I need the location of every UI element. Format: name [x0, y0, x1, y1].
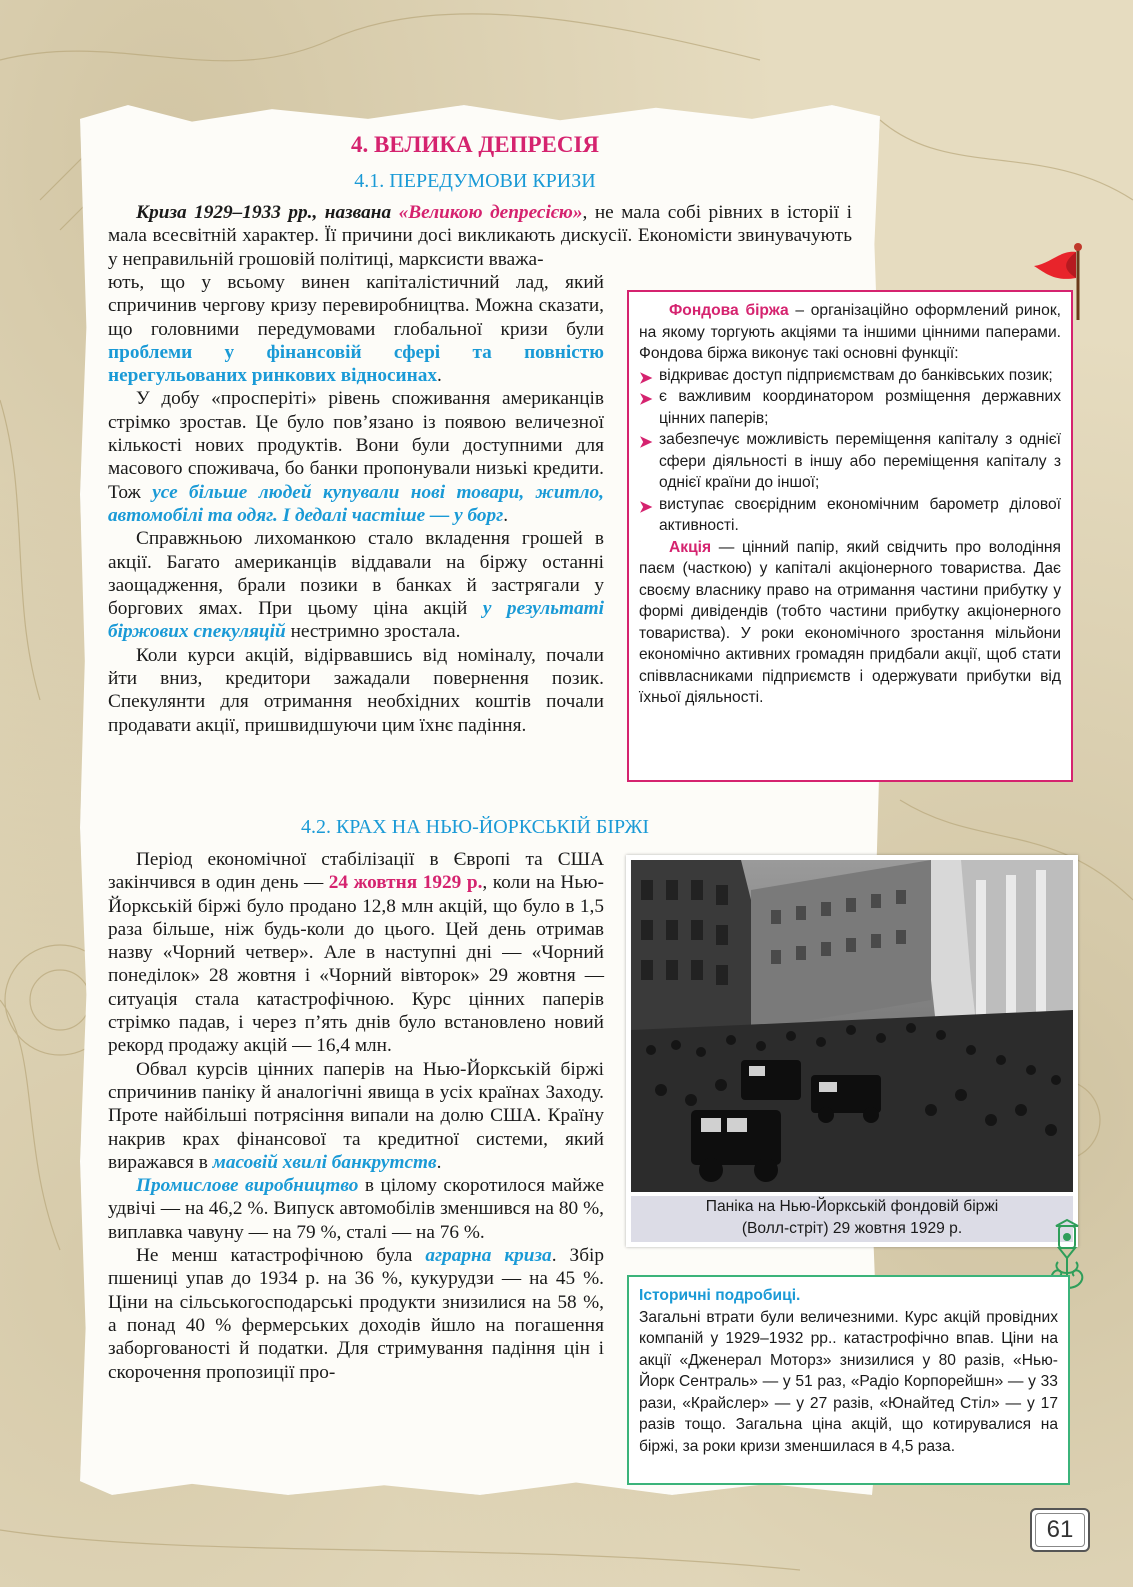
p2-highlight: усе більше людей купували нові товари, житло, автомобілі та одяг. І дедалі частіше — у борг — [108, 481, 604, 526]
list-item — [639, 429, 1061, 494]
stock-exchange-term: Фондова біржа — [669, 302, 789, 319]
p1b-end: . — [437, 365, 442, 387]
caption-line-2: (Волл-стріт) 29 жовтня 1929 р. — [741, 1220, 963, 1237]
list-item — [639, 386, 1061, 429]
s2p4-end: . Збір пшениці упав до 1934 р. на 36 %, кукурудзи — на 45 %. Ціни на сільськогосподарські продукти знизилися на 58 %, а понад 40 % фермерських доходів йшло на погашення заборгованості й податки. Для стримування падіння цін і скорочення пропозиції про- — [108, 1245, 604, 1383]
s2p1-date: 24 жовтня 1929 р. — [328, 872, 483, 894]
photo-caption — [631, 1196, 1073, 1242]
p4-text: Коли курси акцій, відірвавшись від номіналу, почали йти вниз, кредитори зажадали повернення позик. Спекулянти для отримання необхідних коштів почали продавати акції, пришвидшуючи цим їхнє падіння. — [108, 644, 604, 736]
p1b-text: ють, що у всьому винен капіталістичний лад, який спричинив чергову кризу перевиробництва. Можна сказати, що головними передумовами глобальної кризи були — [108, 272, 604, 340]
s2p1-text: Період економічної стабілізації в Європі та США закінчився в один день — — [108, 849, 604, 894]
chevron-right-icon: ➤ — [639, 391, 653, 408]
p2-end: . — [503, 504, 509, 526]
s2p3-text: в цілому скоротилося майже удвічі — на 46,2 %. Випуск автомобілів зменшився на 80 %, виплавка чавуну — на 79 %, сталі — на 76 %. — [108, 1175, 605, 1243]
functions-list — [639, 365, 1061, 537]
chapter-title: 4. ВЕЛИКА ДЕПРЕСІЯ — [350, 132, 600, 157]
historical-details-title: Історичні подробиці. — [639, 1287, 801, 1304]
s2p4-text: Не менш катастрофічною була — [136, 1245, 426, 1267]
p3-text: Справжньою лихоманкою стало вкладення грошей в акції. Багато американців віддавали на біржу останні заощадження, брали позики в банках й застрягали у боргових ямах. При цьому ціна акцій — [108, 528, 604, 620]
section1-column — [108, 271, 604, 737]
list-item — [639, 494, 1061, 537]
s2p3-highlight: Промислове виробництво — [136, 1175, 359, 1197]
photo-illustration — [631, 860, 1073, 1192]
p3-end: нестримно зростала. — [285, 621, 461, 643]
s2p2-text: Обвал курсів цінних паперів на Нью-Йоркській біржі спричинив паніку й аналогічні явища в усіх країнах Заходу. Проте найбільші потрясіння випали на долю США. Країну накрив крах фінансової та кредитної системи, який виражався в — [108, 1058, 604, 1173]
share-definition: — цінний папір, який свідчить про володіння паєм (часткою) у капіталі акціонерного товариства. Дає своєму власнику право на отримання частини прибутку у формі дивідендів (тобто частини прибутку акціонерного товариства). У роки економічного зростання мільйони економічно активних громадян придбали акції, щоб стати співвласниками підприємств і одержувати прибутки від їхньої діяльності. — [639, 538, 1061, 706]
list-item — [639, 365, 1061, 387]
crisis-lead: Криза 1929–1933 рр., названа — [136, 202, 399, 223]
great-depression-term: «Великою депресією» — [398, 202, 583, 223]
section1-intro — [108, 201, 852, 271]
chevron-right-icon: ➤ — [639, 498, 653, 516]
section-heading-1: 4.1. ПЕРЕДУМОВИ КРИЗИ — [354, 170, 596, 192]
chevron-right-icon: ➤ — [639, 369, 653, 387]
page-number: 61 — [1030, 1508, 1090, 1552]
p2-text: У добу «просперіті» рівень споживання американців стрімко зростав. Це було пов’язано із появою величезної кількості нових продуктів. Вони були доступними для масового споживача, бо банки пропонували низькі кредити. Тож — [108, 388, 604, 503]
p3-highlight: у результаті біржових спекуляцій — [108, 598, 605, 643]
list-item-text: виступає своєрідним економічним барометр ділової активності. — [659, 495, 1061, 534]
stock-exchange-definition: – організаційно оформлений ринок, на якому торгують акціями та іншими цінними паперами. Фондова біржа виконує такі основні функції: — [639, 302, 1061, 362]
s2p2-end: . — [436, 1151, 442, 1173]
historical-details-text: Загальні втрати були величезними. Курс акцій провідних компаній у 1929–1932 рр.. катастрофічно впав. Ціни на акції «Дженерал Моторз» знизилися у 80 разів, «Нью-Йорк Сентраль» — у 51 раз, «Радіо Корпорейшн» — у 33 рази, «Крайслер» — у 27 разів, «Юнайтед Стіл» — у 17 разів тощо. Загальна ціна акцій, що котирувалися на біржі, за роки кризи зменшилася в 4,5 раза. — [639, 1308, 1058, 1455]
share-term: Акція — [669, 538, 712, 556]
list-item-text: відкриває доступ підприємствам до банківських позик; — [659, 366, 1053, 384]
s2p4-highlight: аграрна криза — [425, 1245, 552, 1267]
chevron-right-icon: ➤ — [639, 434, 653, 451]
intro-text: , не мала собі рівних в історії і мала всесвітній характер. Її причини досі викликають дискусії. Економісти звинувачують у неправильній грошовій політиці, марксисти вважа- — [108, 202, 852, 270]
p1b-highlight: проблеми у фінансовій сфері та повністю нерегульованих ринкових відносинах — [108, 341, 604, 387]
historical-details-box — [627, 1275, 1070, 1485]
section2-column — [108, 848, 604, 1384]
stock-exchange-definition-box — [627, 290, 1073, 782]
s2p2-highlight: масовій хвилі банкрутств — [212, 1151, 437, 1173]
section-heading-2: 4.2. КРАХ НА НЬЮ-ЙОРКСЬКІЙ БІРЖІ — [300, 816, 650, 838]
wall-street-panic-photo — [631, 860, 1073, 1192]
list-item-text: забезпечує можливість переміщення капіталу з однієї сфери діяльності в іншу або переміщення капіталу з однієї країни до іншої; — [659, 431, 1061, 491]
caption-line-1: Паніка на Нью-Йоркській фондовій біржі — [705, 1198, 999, 1215]
s2p1-end: , коли на Нью-Йоркській біржі було продано 12,8 млн акцій, що було в 1,5 раза більше, ніж будь-коли до цього. Цей день отримав назву «Чорний четвер». Але в наступні дні — «Чорний понеділок» 28 жовтня і «Чорний вівторок» 29 жовтня — ситуація стала катастрофічною. Курс цінних паперів стрімко падав, і через п’ять днів було встановлено новий рекорд продажу акцій — 16,4 млн. — [108, 872, 604, 1057]
list-item-text: є важливим координатором розміщення державних цінних паперів; — [659, 388, 1061, 427]
